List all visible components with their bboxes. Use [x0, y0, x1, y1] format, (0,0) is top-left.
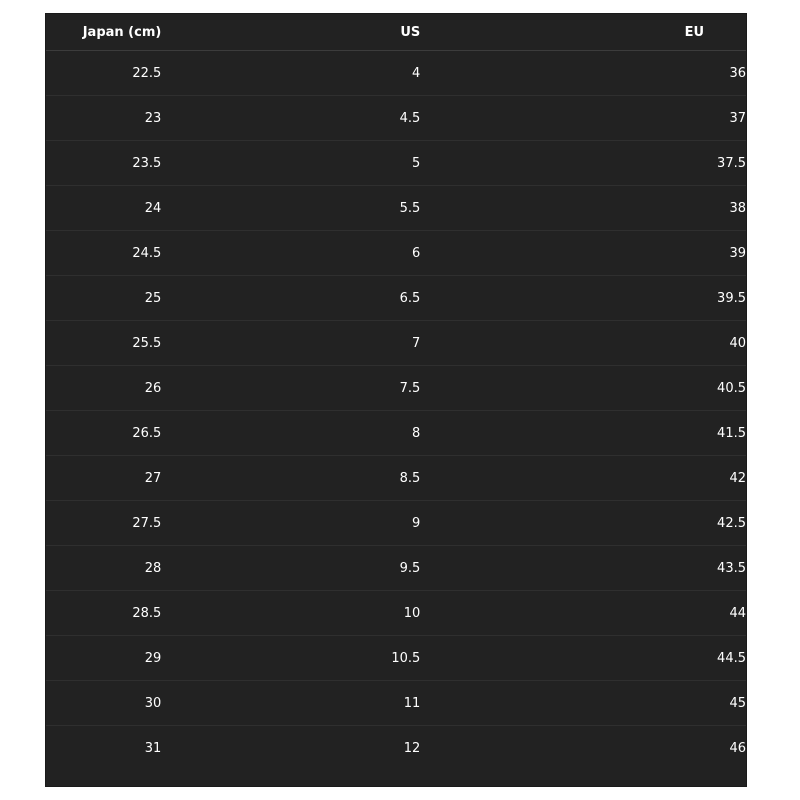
cell-eu: 44.5: [420, 636, 746, 681]
table-row: [46, 186, 746, 231]
cell-japan: 30: [46, 681, 161, 726]
cell-japan: 23.5: [46, 141, 161, 186]
table-row: [46, 51, 746, 96]
cell-us: 11: [161, 681, 420, 726]
cell-us: 12: [403, 740, 421, 756]
column-header-eu: EU: [420, 14, 746, 51]
cell-japan: 23: [46, 96, 161, 141]
cell-us: 6.5: [161, 276, 420, 321]
table-row: [46, 276, 746, 321]
table-row: [46, 456, 746, 501]
cell-us: 7.5: [161, 366, 420, 411]
cell-japan: 28: [46, 546, 161, 591]
table-row: [46, 96, 746, 141]
cell-us: 5.5: [161, 186, 420, 231]
size-chart-table: [46, 14, 746, 770]
header-row: [46, 14, 746, 51]
cell-japan: 24.5: [46, 231, 161, 276]
table-row: [46, 636, 746, 681]
cell-japan: 22.5: [46, 51, 161, 96]
cell-eu: 46: [729, 740, 746, 756]
cell-eu: 42.5: [420, 501, 746, 546]
table-row: [46, 366, 746, 411]
cell-us: 9: [161, 501, 420, 546]
cell-eu: 37: [420, 96, 746, 141]
table-row: [46, 726, 746, 771]
cell-japan: 25: [46, 276, 161, 321]
column-header-us: US: [161, 14, 420, 51]
cell-eu: 44: [420, 591, 746, 636]
cell-us: 4.5: [161, 96, 420, 141]
cell-us: 9.5: [161, 546, 420, 591]
cell-japan: 24: [46, 186, 161, 231]
cell-japan: 27: [46, 456, 161, 501]
table-row: [46, 231, 746, 276]
cell-eu: 39: [420, 231, 746, 276]
table-row: [46, 321, 746, 366]
table-header: [46, 14, 746, 51]
cell-us: 4: [161, 51, 420, 96]
cell-us: 6: [161, 231, 420, 276]
cell-eu: 43.5: [420, 546, 746, 591]
table-body: [46, 51, 746, 771]
size-chart-panel: [45, 13, 747, 787]
cell-eu: 39.5: [420, 276, 746, 321]
table-row: [46, 546, 746, 591]
cell-japan: 29: [46, 636, 161, 681]
cell-japan: 25.5: [46, 321, 161, 366]
cell-us: 7: [161, 321, 420, 366]
cell-eu: 37.5: [420, 141, 746, 186]
cell-us: 8: [161, 411, 420, 456]
table-row: [46, 501, 746, 546]
cell-eu: 42: [420, 456, 746, 501]
cell-eu: 40: [420, 321, 746, 366]
cell-us: 5: [161, 141, 420, 186]
cell-us: 10: [161, 591, 420, 636]
cell-eu: 36: [420, 51, 746, 96]
table-row: [46, 411, 746, 456]
cell-us: 10.5: [161, 636, 420, 681]
table-row: [46, 141, 746, 186]
cell-eu: 45: [420, 681, 746, 726]
table-row: [46, 591, 746, 636]
cell-japan: 28.5: [46, 591, 161, 636]
cell-japan: 26.5: [46, 411, 161, 456]
cell-japan: 26: [46, 366, 161, 411]
column-header-japan: Japan (cm): [46, 14, 161, 51]
cell-us: 8.5: [161, 456, 420, 501]
cell-eu: 38: [420, 186, 746, 231]
cell-eu: 41.5: [420, 411, 746, 456]
table-row: [46, 681, 746, 726]
cell-eu: 40.5: [420, 366, 746, 411]
cell-japan: 31: [144, 740, 162, 756]
cell-japan: 27.5: [46, 501, 161, 546]
